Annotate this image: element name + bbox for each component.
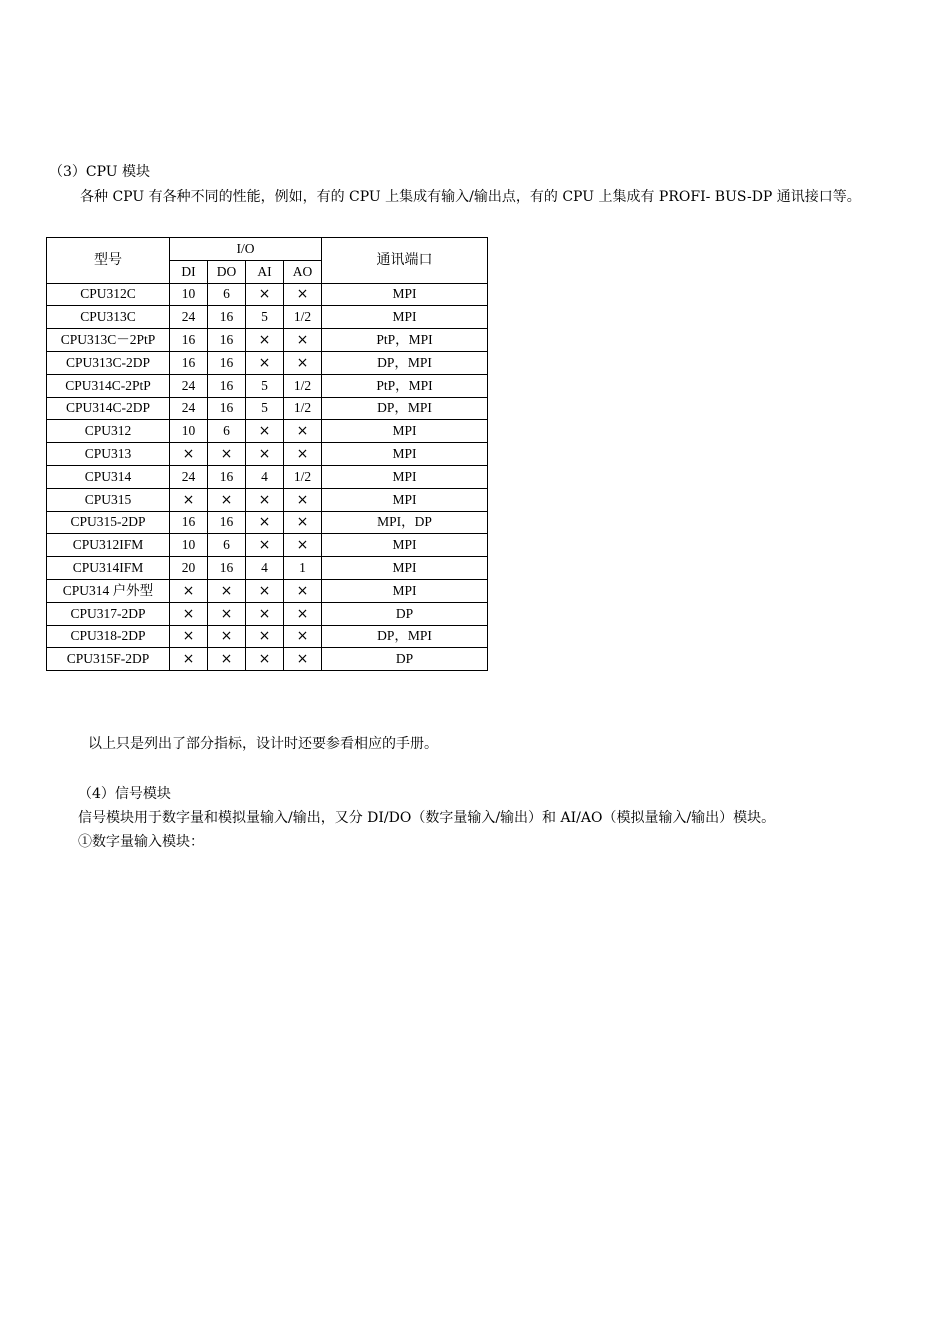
- cell-ao: ×: [284, 351, 322, 374]
- cell-port: MPI: [322, 283, 488, 306]
- cell-ao: 1/2: [284, 397, 322, 420]
- cell-ai: ×: [246, 625, 284, 648]
- cell-model: CPU314IFM: [47, 557, 170, 580]
- cell-do: ×: [208, 488, 246, 511]
- table-row: [47, 420, 488, 443]
- cell-port: DP: [322, 648, 488, 671]
- cell-ai: ×: [246, 283, 284, 306]
- cell-di: ×: [170, 488, 208, 511]
- table-body: [47, 283, 488, 671]
- cell-di: ×: [170, 443, 208, 466]
- cell-ao: ×: [284, 648, 322, 671]
- table-row: [47, 306, 488, 329]
- cell-ai: ×: [246, 511, 284, 534]
- cell-ao: ×: [284, 443, 322, 466]
- cell-ai: ×: [246, 443, 284, 466]
- cell-model: CPU313: [47, 443, 170, 466]
- table-row: [47, 534, 488, 557]
- cell-do: 16: [208, 465, 246, 488]
- cell-do: 6: [208, 420, 246, 443]
- cell-ao: ×: [284, 329, 322, 352]
- cell-do: 16: [208, 397, 246, 420]
- table-row: [47, 579, 488, 602]
- cell-ai: 5: [246, 374, 284, 397]
- cell-ao: ×: [284, 511, 322, 534]
- note-text: 以上只是列出了部分指标，设计时还要参看相应的手册。: [88, 736, 438, 752]
- cell-port: MPI: [322, 579, 488, 602]
- table-row: [47, 625, 488, 648]
- cell-ao: 1: [284, 557, 322, 580]
- cell-di: 24: [170, 397, 208, 420]
- table-row: [47, 329, 488, 352]
- cell-model: CPU318-2DP: [47, 625, 170, 648]
- table-row: [47, 557, 488, 580]
- cell-do: 6: [208, 534, 246, 557]
- table-row: [47, 465, 488, 488]
- cell-ai: 4: [246, 557, 284, 580]
- table-row: [47, 397, 488, 420]
- header-ai: AI: [246, 260, 284, 283]
- digital-input-item: ①数字量输入模块：: [78, 834, 204, 850]
- cell-ao: ×: [284, 602, 322, 625]
- cell-port: MPI: [322, 465, 488, 488]
- cell-port: MPI: [322, 488, 488, 511]
- cell-di: 10: [170, 420, 208, 443]
- cell-port: MPI: [322, 443, 488, 466]
- cell-di: ×: [170, 579, 208, 602]
- cell-do: 16: [208, 306, 246, 329]
- cell-ao: ×: [284, 420, 322, 443]
- cell-ai: ×: [246, 602, 284, 625]
- section-4-paragraph: 信号模块用于数字量和模拟量输入/输出，又分 DI/DO（数字量输入/输出）和 AI/AO（模拟量输入/输出）模块。: [78, 810, 776, 826]
- cell-di: ×: [170, 602, 208, 625]
- cell-port: MPI: [322, 306, 488, 329]
- cell-model: CPU314C-2PtP: [47, 374, 170, 397]
- cell-ao: ×: [284, 625, 322, 648]
- header-port: 通讯端口: [322, 238, 488, 284]
- cell-model: CPU313C-2DP: [47, 351, 170, 374]
- cell-di: 10: [170, 534, 208, 557]
- cell-do: ×: [208, 602, 246, 625]
- cell-model: CPU317-2DP: [47, 602, 170, 625]
- cell-do: ×: [208, 648, 246, 671]
- cell-model: CPU312IFM: [47, 534, 170, 557]
- cell-ai: ×: [246, 534, 284, 557]
- cell-model: CPU315F-2DP: [47, 648, 170, 671]
- cell-di: 16: [170, 351, 208, 374]
- header-ao: AO: [284, 260, 322, 283]
- section-3-paragraph: 各种 CPU 有各种不同的性能，例如，有的 CPU 上集成有输入/输出点，有的 CPU 上集成有 PROFI- BUS-DP 通讯接口等。: [80, 189, 861, 205]
- cell-ao: ×: [284, 579, 322, 602]
- cell-model: CPU313C: [47, 306, 170, 329]
- cell-port: DP: [322, 602, 488, 625]
- cell-do: ×: [208, 579, 246, 602]
- cell-di: 24: [170, 306, 208, 329]
- cell-port: MPI: [322, 557, 488, 580]
- cell-di: 24: [170, 465, 208, 488]
- table-row: [47, 374, 488, 397]
- cell-ao: 1/2: [284, 306, 322, 329]
- cell-ai: ×: [246, 351, 284, 374]
- cell-ai: ×: [246, 648, 284, 671]
- cell-port: DP，MPI: [322, 397, 488, 420]
- cell-port: DP，MPI: [322, 625, 488, 648]
- cell-ai: 5: [246, 397, 284, 420]
- cell-model: CPU315-2DP: [47, 511, 170, 534]
- cell-model: CPU312C: [47, 283, 170, 306]
- cell-di: 24: [170, 374, 208, 397]
- table-row: [47, 648, 488, 671]
- cell-do: 16: [208, 511, 246, 534]
- cell-ao: 1/2: [284, 374, 322, 397]
- header-model: 型号: [47, 238, 170, 284]
- table-row: [47, 511, 488, 534]
- cell-do: ×: [208, 625, 246, 648]
- cell-do: ×: [208, 443, 246, 466]
- table-row: [47, 488, 488, 511]
- cell-di: 20: [170, 557, 208, 580]
- cell-ai: ×: [246, 420, 284, 443]
- cell-ai: ×: [246, 579, 284, 602]
- cell-ai: 5: [246, 306, 284, 329]
- cell-ao: ×: [284, 488, 322, 511]
- cell-ao: ×: [284, 283, 322, 306]
- cell-ai: ×: [246, 488, 284, 511]
- table-row: [47, 443, 488, 466]
- cell-port: MPI: [322, 534, 488, 557]
- cell-di: 16: [170, 511, 208, 534]
- header-di: DI: [170, 260, 208, 283]
- header-io: I/O: [170, 238, 322, 261]
- cell-model: CPU312: [47, 420, 170, 443]
- cell-ao: ×: [284, 534, 322, 557]
- cell-port: DP，MPI: [322, 351, 488, 374]
- section-3-heading: （3）CPU 模块: [49, 164, 151, 180]
- cell-port: PtP，MPI: [322, 329, 488, 352]
- cell-do: 6: [208, 283, 246, 306]
- cell-di: 16: [170, 329, 208, 352]
- cell-model: CPU314C-2DP: [47, 397, 170, 420]
- cell-do: 16: [208, 374, 246, 397]
- cell-do: 16: [208, 557, 246, 580]
- cell-model: CPU314 户外型: [47, 579, 170, 602]
- table-row: [47, 283, 488, 306]
- cell-model: CPU313C－2PtP: [47, 329, 170, 352]
- cell-model: CPU314: [47, 465, 170, 488]
- cell-port: MPI，DP: [322, 511, 488, 534]
- cell-port: PtP，MPI: [322, 374, 488, 397]
- cell-model: CPU315: [47, 488, 170, 511]
- cell-ai: 4: [246, 465, 284, 488]
- cell-di: ×: [170, 625, 208, 648]
- cell-do: 16: [208, 351, 246, 374]
- cell-port: MPI: [322, 420, 488, 443]
- header-do: DO: [208, 260, 246, 283]
- cpu-spec-table: [46, 237, 488, 671]
- cell-di: 10: [170, 283, 208, 306]
- section-4-heading: （4）信号模块: [78, 786, 171, 802]
- cell-do: 16: [208, 329, 246, 352]
- table-row: [47, 351, 488, 374]
- cell-di: ×: [170, 648, 208, 671]
- cell-ao: 1/2: [284, 465, 322, 488]
- cell-ai: ×: [246, 329, 284, 352]
- table-row: [47, 602, 488, 625]
